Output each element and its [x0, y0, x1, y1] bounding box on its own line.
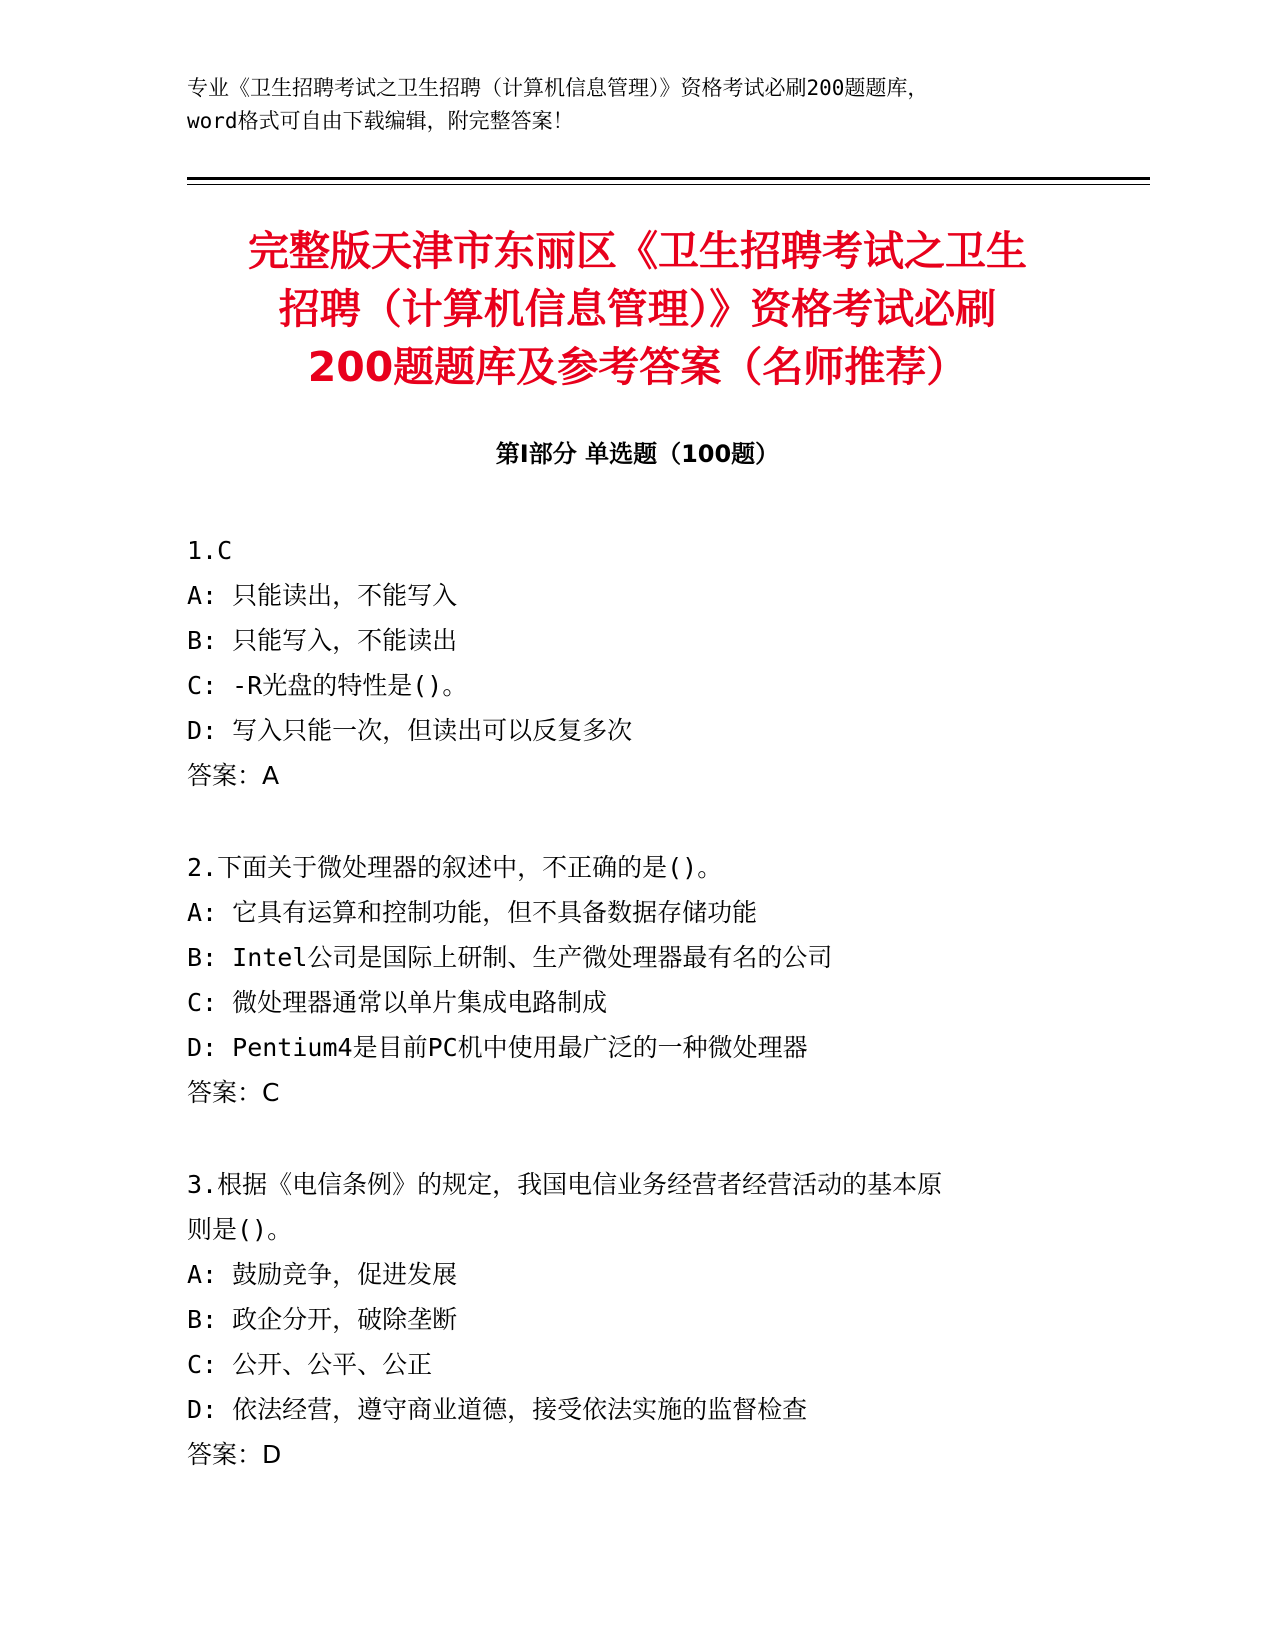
document-title [150, 222, 1125, 396]
document-title-line-3: 200题题库及参考答案（名师推荐） [307, 343, 968, 391]
question-1 [187, 528, 1087, 798]
option-b: B: Intel公司是国际上研制、生产微处理器最有名的公司 [187, 943, 833, 972]
option-a: A: 它具有运算和控制功能，但不具备数据存储功能 [187, 898, 758, 927]
option-a: A: 只能读出，不能写入 [187, 581, 458, 610]
header-divider-thin [187, 184, 1150, 185]
option-c: C: -R光盘的特性是()。 [187, 671, 468, 700]
question-3 [187, 1162, 1087, 1477]
option-b: B: 政企分开，破除垄断 [187, 1305, 458, 1334]
question-stem-line-2: 则是()。 [187, 1215, 293, 1244]
question-stem: 2.下面关于微处理器的叙述中，不正确的是()。 [187, 853, 723, 882]
option-d: D: 依法经营，遵守商业道德，接受依法实施的监督检查 [187, 1395, 808, 1424]
option-c: C: 公开、公平、公正 [187, 1350, 433, 1379]
option-a: A: 鼓励竞争，促进发展 [187, 1260, 458, 1289]
section-heading: 第Ⅰ部分 单选题（100题） [495, 440, 780, 468]
option-c: C: 微处理器通常以单片集成电路制成 [187, 988, 608, 1017]
header-note-line-1: 专业《卫生招聘考试之卫生招聘（计算机信息管理）》资格考试必刷200题题库， [187, 76, 929, 100]
header-divider-thick [187, 177, 1150, 180]
answer-line: 答案：C [187, 1078, 280, 1107]
question-stem-line-1: 3.根据《电信条例》的规定，我国电信业务经营者经营活动的基本原 [187, 1170, 943, 1199]
option-b: B: 只能写入，不能读出 [187, 626, 458, 655]
answer-line: 答案：A [187, 761, 280, 790]
option-d: D: 写入只能一次，但读出可以反复多次 [187, 716, 633, 745]
document-title-line-2: 招聘（计算机信息管理）》资格考试必刷 [278, 285, 997, 333]
question-stem: 1.C [187, 536, 233, 565]
answer-line: 答案：D [187, 1440, 282, 1469]
question-list [187, 528, 1087, 1524]
document-title-line-1: 完整版天津市东丽区《卫生招聘考试之卫生 [248, 227, 1027, 275]
header-note [187, 72, 1087, 138]
option-d: D: Pentium4是目前PC机中使用最广泛的一种微处理器 [187, 1033, 808, 1062]
header-note-line-2: word格式可自由下载编辑，附完整答案！ [187, 109, 574, 133]
question-2 [187, 845, 1087, 1115]
